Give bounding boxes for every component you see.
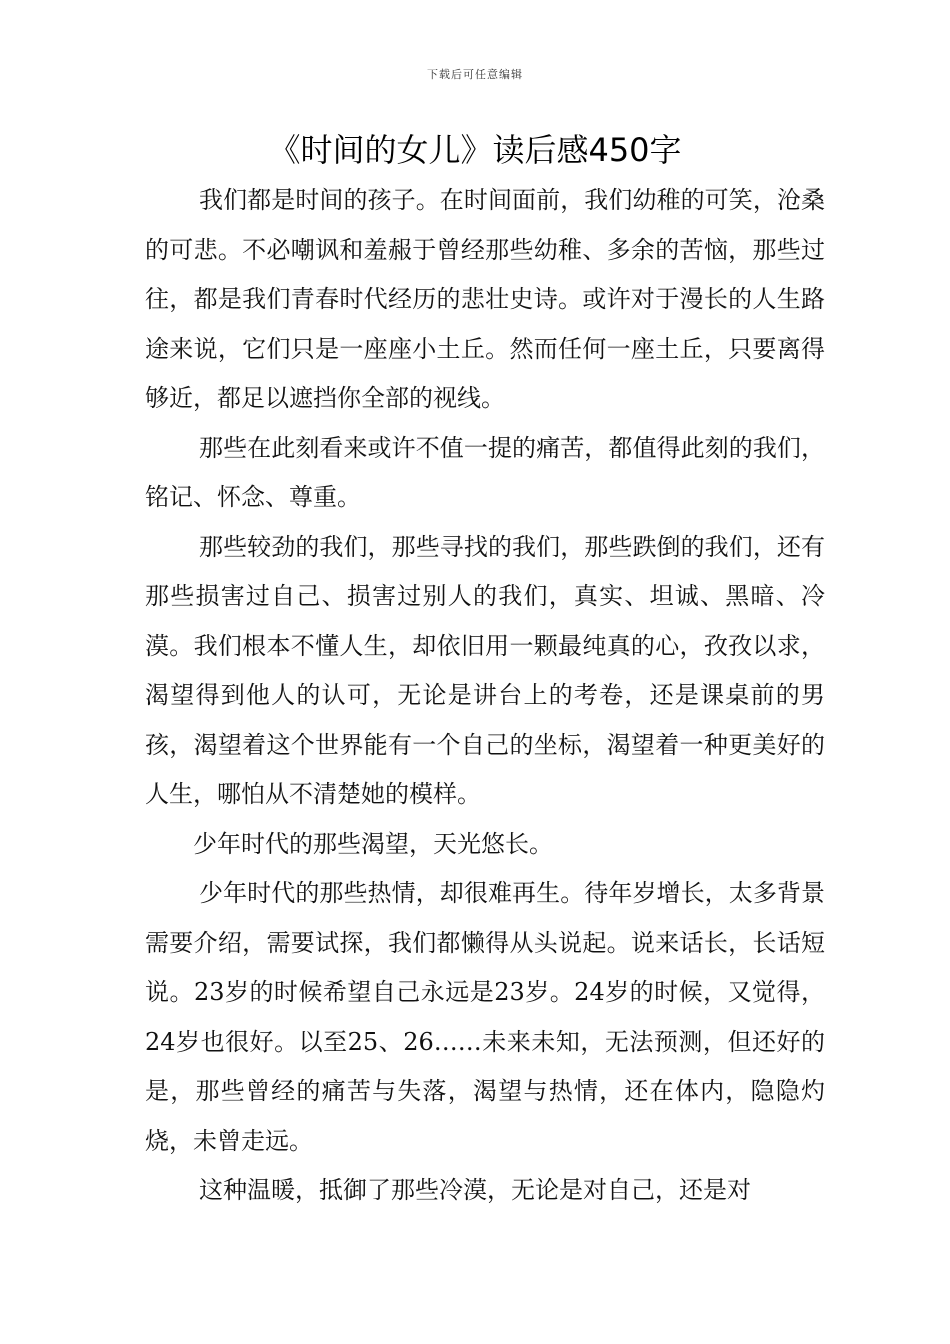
paragraph: 那些在此刻看来或许不值一提的痛苦，都值得此刻的我们，铭记、怀念、尊重。 bbox=[145, 433, 825, 511]
paragraph: 少年时代的那些热情，却很难再生。待年岁增长，太多背景需要介绍，需要试探，我们都懒得从头说起。说来话长，长话短说。23岁的时候希望自己永远是23岁。24岁的时候，又觉得，24岁也很好。以至25、26……未来未知，无法预测，但还好的是，那些曾经的痛苦与失落，渴望与热情，还在体内，隐隐灼烧，未曾走远。 bbox=[145, 879, 825, 1155]
document-body bbox=[145, 176, 825, 1216]
document-title: 《时间的女儿》读后感450字 bbox=[268, 131, 682, 169]
paragraph: 少年时代的那些渴望，天光悠长。 bbox=[193, 829, 553, 858]
page-header-note: 下载后可任意编辑 bbox=[427, 68, 523, 81]
paragraph: 那些较劲的我们，那些寻找的我们，那些跌倒的我们，还有那些损害过自己、损害过别人的我们，真实、坦诚、黑暗、冷漠。我们根本不懂人生，却依旧用一颗最纯真的心，孜孜以求，渴望得到他人的认可，无论是讲台上的考卷，还是课桌前的男孩，渴望着这个世界能有一个自己的坐标，渴望着一种更美好的人生，哪怕从不清楚她的模样。 bbox=[145, 532, 825, 808]
paragraph: 我们都是时间的孩子。在时间面前，我们幼稚的可笑，沧桑的可悲。不必嘲讽和羞赧于曾经那些幼稚、多余的苦恼，那些过往，都是我们青春时代经历的悲壮史诗。或许对于漫长的人生路途来说，它们只是一座座小土丘。然而任何一座土丘，只要离得够近，都足以遮挡你全部的视线。 bbox=[145, 186, 825, 412]
paragraph: 这种温暖，抵御了那些冷漠，无论是对自己，还是对 bbox=[199, 1176, 751, 1204]
